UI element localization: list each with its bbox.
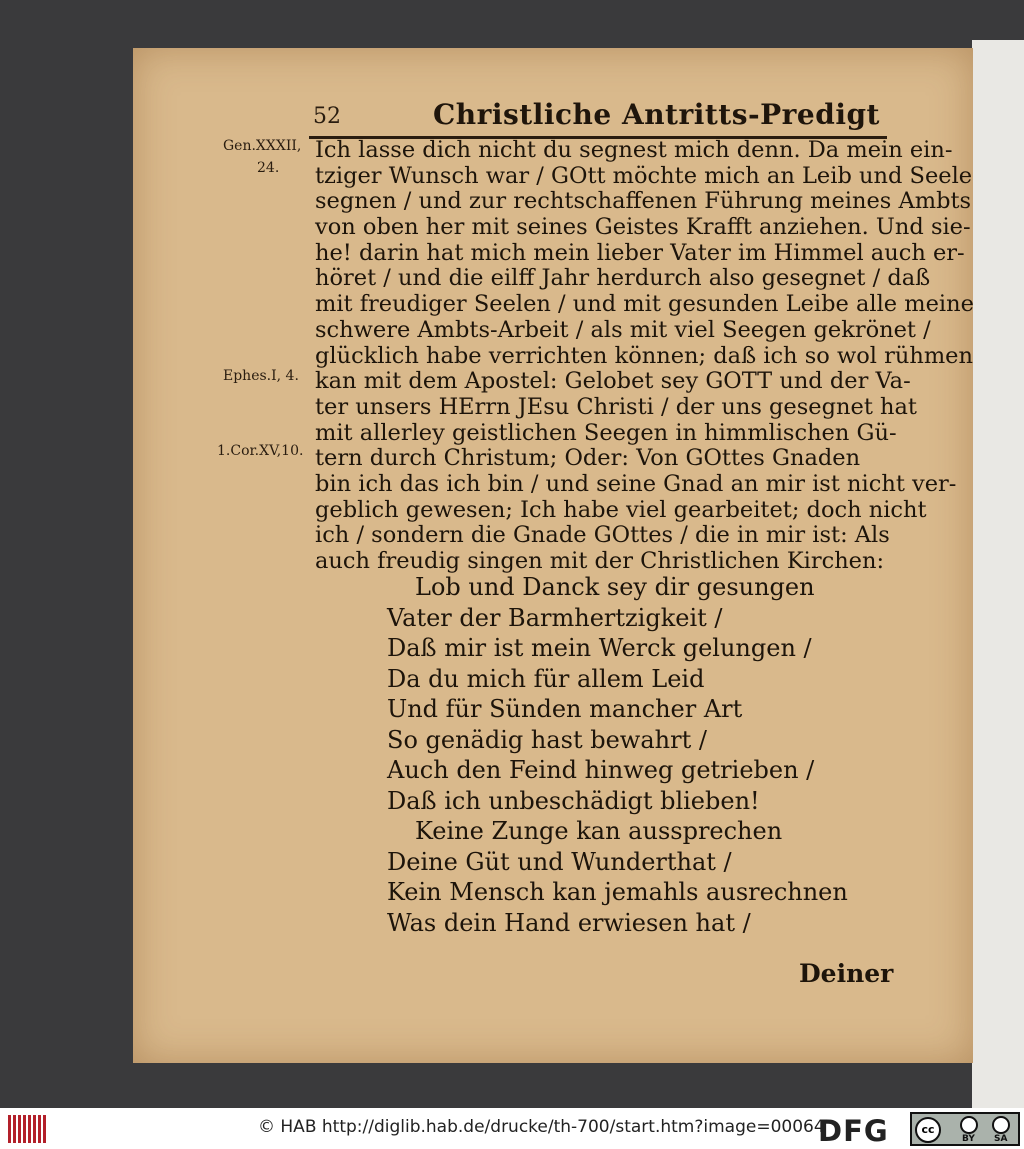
hab-logo-icon: [8, 1115, 46, 1143]
text-line: bin ich das ich bin / und seine Gnad an mir ist nicht ver-: [315, 470, 957, 497]
dfg-logo: DFG: [818, 1114, 889, 1148]
attribution-icon: [960, 1116, 978, 1134]
text-line: segnen / und zur rechtschaffenen Führung meines Ambts: [315, 188, 972, 215]
verse-line: So genädig hast bewahrt /: [387, 725, 707, 754]
text-line: kan mit dem Apostel: Gelobet sey GOTT und der Va-: [315, 368, 911, 395]
cc-icon: cc: [915, 1117, 941, 1143]
source-link[interactable]: © HAB http://diglib.hab.de/drucke/th-700/start.htm?image=00064: [258, 1117, 825, 1137]
margin-note: Ephes.I, 4.: [223, 368, 299, 384]
verse-line: Was dein Hand erwiesen hat /: [387, 908, 751, 937]
verse-line: Kein Mensch kan jemahls ausrechnen: [387, 878, 848, 906]
verse-line: Lob und Danck sey dir gesungen: [415, 573, 815, 601]
text-line: glücklich habe verrichten können; daß ich so wol rühmen: [315, 342, 973, 369]
page-number: 52: [313, 104, 341, 129]
catchword: Deiner: [799, 959, 894, 988]
facing-page-edge: [972, 40, 1024, 1108]
text-line: ter unsers HErrn JEsu Christi / der uns gesegnet hat: [315, 393, 917, 420]
margin-note: Gen.XXXII,: [223, 138, 302, 154]
text-line: mit freudiger Seelen / und mit gesunden Leibe alle meine: [315, 291, 974, 318]
text-line: geblich gewesen; Ich habe viel gearbeitet; doch nicht: [315, 496, 927, 523]
verse-line: Daß mir ist mein Werck gelungen /: [387, 634, 812, 662]
verse-line: Vater der Barmhertzigkeit /: [387, 603, 723, 632]
text-line: schwere Ambts-Arbeit / als mit viel Seegen gekrönet /: [315, 316, 931, 343]
footer-bar: [0, 1108, 1024, 1149]
verse-line: Keine Zunge kan aussprechen: [415, 817, 783, 845]
cc-by-label: BY: [962, 1134, 975, 1144]
book-page: [133, 48, 973, 1063]
verse-line: Deine Güt und Wunderthat /: [387, 847, 732, 876]
verse-line: Da du mich für allem Leid: [387, 664, 705, 693]
cc-license-badge[interactable]: [910, 1112, 1020, 1146]
margin-note: 24.: [257, 160, 280, 176]
text-line: Ich lasse dich nicht du segnest mich denn. Da mein ein-: [315, 137, 953, 163]
cc-sa-label: SA: [994, 1134, 1008, 1144]
verse-line: Auch den Feind hinweg getrieben /: [387, 756, 815, 784]
running-title: Christliche Antritts-Predigt: [433, 98, 880, 131]
text-line: tern durch Christum; Oder: Von GOttes Gnaden: [315, 445, 861, 472]
text-line: von oben her mit seines Geistes Krafft anziehen. Und sie-: [315, 214, 971, 241]
body-text: [315, 137, 974, 575]
text-line: tziger Wunsch war / GOtt möchte mich an Leib und Seele: [315, 162, 973, 189]
hymn-verse: [387, 572, 848, 938]
share-alike-icon: [992, 1116, 1010, 1134]
text-line: mit allerley geistlichen Seegen in himmlischen Gü-: [315, 419, 897, 446]
verse-line: Und für Sünden mancher Art: [387, 695, 743, 723]
text-line: auch freudig singen mit der Christlichen Kirchen:: [315, 548, 885, 574]
text-line: he! darin hat mich mein lieber Vater im Himmel auch er-: [315, 239, 965, 266]
text-line: ich / sondern die Gnade GOttes / die in mir ist: Als: [315, 522, 890, 549]
text-line: höret / und die eilff Jahr herdurch also gesegnet / daß: [315, 265, 931, 292]
verse-line: Daß ich unbeschädigt blieben!: [387, 786, 760, 815]
margin-note: 1.Cor.XV,10.: [217, 443, 304, 459]
